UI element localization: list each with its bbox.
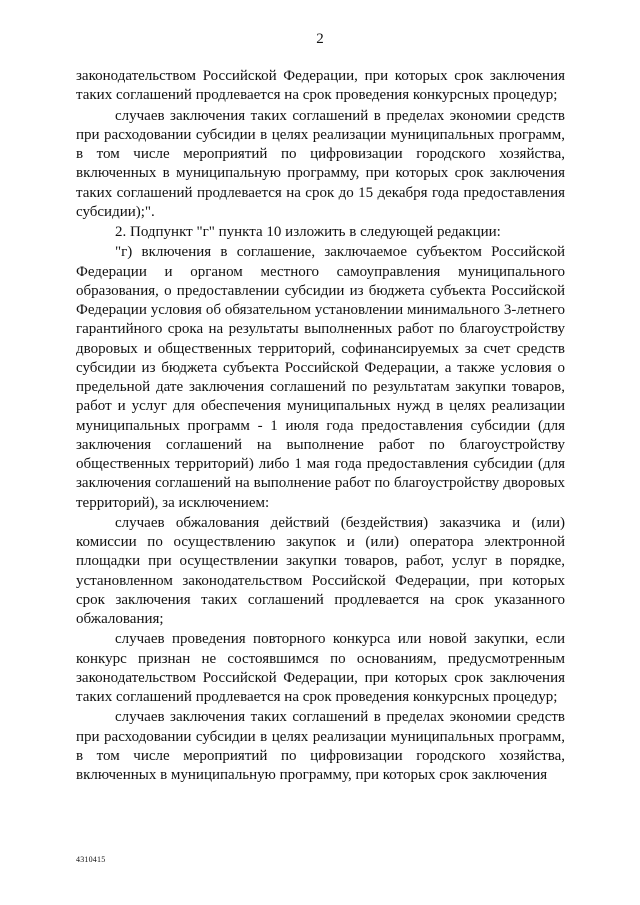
paragraph-continuation: законодательством Российской Федерации, при которых срок заключения таких соглашений продлевается на срок проведения конкурсных процедур;: [76, 68, 565, 104]
paragraph-exception-economy-repeat: случаев заключения таких соглашений в пределах экономии средств при расходовании субсидии в целях реализации муниципальных программ, в том числе мероприятий по цифровизации городского хозяйства, включенных в муниципальную программу, при которых срок заключения: [76, 709, 565, 783]
document-body: [76, 67, 565, 785]
page-number: 2: [316, 31, 324, 47]
paragraph-amendment-heading: 2. Подпункт "г" пункта 10 изложить в следующей редакции:: [115, 224, 501, 240]
paragraph-subpoint-g: "г) включения в соглашение, заключаемое субъектом Российской Федерации и органом местного самоуправления муниципального образования, о предоставлении субсидии из бюджета субъекта Российской Федерации условия об обязательном установлении минимального 3-летнего гарантийного срока на результаты выполненных работ по благоустройству дворовых и общественных территорий, софинансируемых за счет средств субсидии из бюджета субъекта Российской Федерации, а также условия о предельной дате заключения соглашений по результатам закупки товаров, работ и услуг для обеспечения муниципальных нужд в целях реализации муниципальных программ - 1 июля года предоставления субсидии (для заключения соглашений на выполнение работ по благоустройству общественных территорий) либо 1 мая года предоставления субсидии (для заключения соглашений на выполнение работ по благоустройству дворовых территорий), за исключением:: [76, 244, 565, 511]
paragraph-exception-appeal: случаев обжалования действий (бездействия) заказчика и (или) комиссии по осуществлению закупок и (или) оператора электронной площадки при осуществлении закупки товаров, работ, услуг в порядке, установленном законодательством Российской Федерации, при которых срок заключения таких соглашений продлевается на срок указанного обжалования;: [76, 514, 565, 627]
document-code: 4310415: [76, 855, 106, 864]
paragraph-exception-repeat-contest: случаев проведения повторного конкурса или новой закупки, если конкурс признан не состоявшимся по основаниям, предусмотренным законодательством Российской Федерации, при которых срок заключения таких соглашений продлевается на срок проведения конкурсных процедур;: [76, 631, 565, 705]
paragraph-exception-economy: случаев заключения таких соглашений в пределах экономии средств при расходовании субсидии в целях реализации муниципальных программ, в том числе мероприятий по цифровизации городского хозяйства, включенных в муниципальную программу, при которых срок заключения таких соглашений продлевается на срок до 15 декабря года предоставления субсидии);".: [76, 107, 565, 220]
